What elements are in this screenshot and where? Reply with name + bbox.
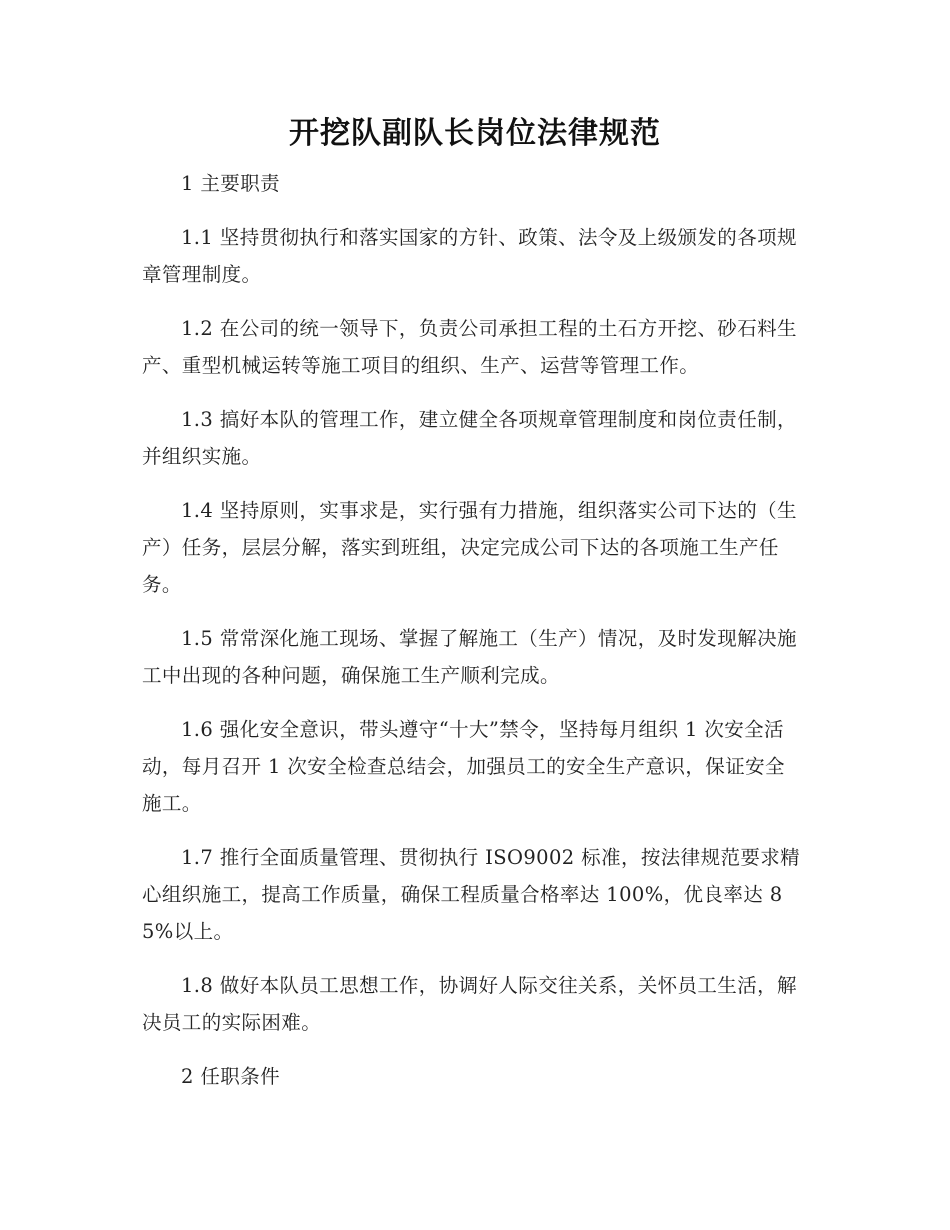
paragraph-1-4: 1.4 坚持原则，实事求是，实行强有力措施，组织落实公司下达的（生产）任务，层层分解，落实到班组，决定完成公司下达的各项施工生产任务。	[142, 499, 797, 596]
paragraph-1-1: 1.1 坚持贯彻执行和落实国家的方针、政策、法令及上级颁发的各项规章管理制度。	[142, 226, 797, 286]
section-heading-1: 1 主要职责	[181, 172, 281, 195]
paragraph-1-7: 1.7 推行全面质量管理、贯彻执行 ISO9002 标准，按法律规范要求精心组织施工，提高工作质量，确保工程质量合格率达 100%，优良率达 85%以上。	[142, 846, 801, 943]
paragraph-1-5: 1.5 常常深化施工现场、掌握了解施工（生产）情况，及时发现解决施工中出现的各种问题，确保施工生产顺利完成。	[142, 627, 797, 687]
paragraph-1-8: 1.8 做好本队员工思想工作，协调好人际交往关系，关怀员工生活，解决员工的实际困难。	[142, 974, 797, 1034]
paragraph-1-6: 1.6 强化安全意识，带头遵守“十大”禁令，坚持每月组织 1 次安全活动，每月召开 1 次安全检查总结会，加强员工的安全生产意识，保证安全施工。	[142, 718, 785, 815]
paragraph-1-3: 1.3 搞好本队的管理工作，建立健全各项规章管理制度和岗位责任制，并组织实施。	[142, 408, 797, 468]
paragraph-1-2: 1.2 在公司的统一领导下，负责公司承担工程的土石方开挖、砂石料生产、重型机械运转等施工项目的组织、生产、运营等管理工作。	[142, 317, 797, 377]
document-body	[142, 165, 802, 1112]
section-heading-2: 2 任职条件	[181, 1065, 281, 1088]
document-title: 开挖队副队长岗位法律规范	[289, 116, 661, 151]
